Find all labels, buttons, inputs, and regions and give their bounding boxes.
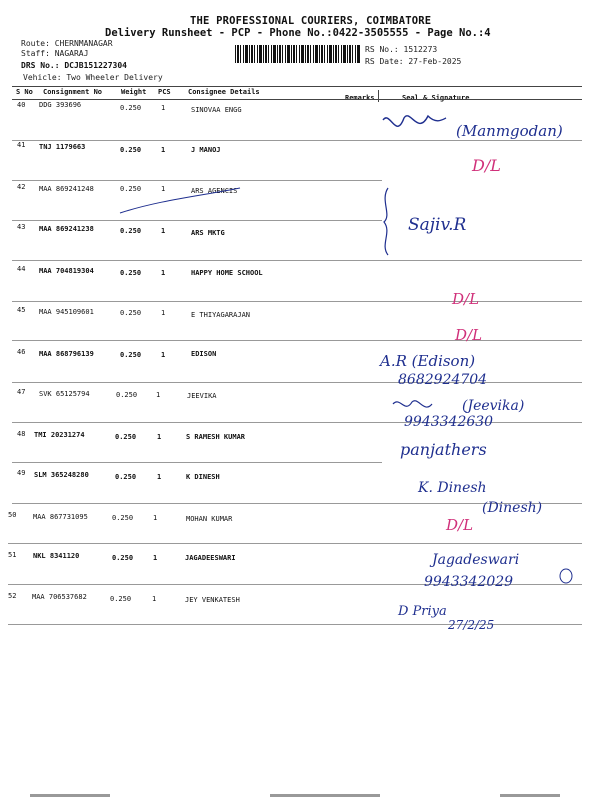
row-sno: 43 [17,223,26,231]
row-weight: 0.250 [115,433,137,441]
row-weight: 0.250 [110,595,132,603]
row-sno: 40 [17,101,26,109]
handwriting-r42-name: Sajiv.R [408,215,467,235]
handwriting-r45-dil: D/L [455,326,483,344]
row-weight: 0.250 [116,391,138,399]
handwriting-r40-name: (Manmgodan) [456,122,563,140]
row-pcs: 1 [157,433,162,441]
row-consignment: MAA 867731095 [33,513,88,521]
drs-number: DRS No.: DCJB151227304 [21,61,127,70]
row-sno: 51 [8,551,17,559]
row-consignee: JEY VENKATESH [185,596,240,604]
handwriting-r48-name: panjathers [400,440,487,459]
row-weight: 0.250 [120,351,142,359]
rs-number: RS No.: 1512273 [365,45,438,54]
row-pcs: 1 [161,351,166,359]
row-consignee: K DINESH [186,473,220,481]
handwriting-r52-name: D Priya [398,604,447,619]
handwriting-r49-name: K. Dinesh [418,480,487,496]
row-sno: 50 [8,511,17,519]
row-consignment: MAA 869241248 [39,185,94,193]
handwriting-r40-dil: D/L [472,156,501,175]
col-seal-signature: Seal & Signature [402,94,470,102]
signature-scribble-40 [383,116,446,127]
row-pcs: 1 [152,595,157,603]
row-consignee: MOHAN KUMAR [186,515,233,523]
row-sno: 48 [17,430,26,438]
row-consignee: ARS MKTG [191,229,225,237]
row-sno: 41 [17,141,26,149]
row-consignee: J MANOJ [191,146,221,154]
row-sno: 49 [17,469,26,477]
initials-mark-51 [560,569,572,583]
row-pcs: 1 [161,185,166,193]
row-consignment: NKL 8341120 [33,552,80,560]
row-consignee: SINOVAA ENGG [191,106,242,114]
row-pcs: 1 [161,309,166,317]
row-consignment: MAA 704819304 [39,267,94,275]
col-sno: S No [16,88,33,96]
route-label: Route: CHERNMANAGAR [21,39,113,48]
row-sno: 45 [17,306,26,314]
row-pcs: 1 [156,391,161,399]
handwriting-r46-name: A.R (Edison) [380,352,476,370]
row-consignee: S RAMESH KUMAR [186,433,246,441]
handwriting-r52-date: 27/2/25 [448,618,495,632]
row-pcs: 1 [153,514,158,522]
handwriting-r46-phone: 8682924704 [398,372,488,388]
row-weight: 0.250 [112,514,134,522]
row-weight: 0.250 [112,554,134,562]
row-weight: 0.250 [120,269,142,277]
brace-42-43 [384,188,388,255]
handwriting-r49-sub: (Dinesh) [482,500,543,516]
col-weight: Weight [121,88,147,96]
strike-line [120,188,240,213]
row-pcs: 1 [161,104,166,112]
row-pcs: 1 [161,227,166,235]
footer-mark [270,794,380,797]
row-weight: 0.250 [115,473,137,481]
rs-date: RS Date: 27-Feb-2025 [365,57,462,66]
row-consignee: JEEVIKA [187,392,217,400]
row-consignment: DDG 393696 [39,101,82,109]
company-name: THE PROFESSIONAL COURIERS, COIMBATORE [190,15,432,27]
row-consignee: EDISON [191,350,217,358]
row-consignee: HAPPY HOME SCHOOL [191,269,263,277]
row-pcs: 1 [153,554,158,562]
handwriting-r44-dil: D/L [452,290,480,308]
col-remarks: Remarks [345,94,375,102]
row-sno: 44 [17,265,26,273]
handwriting-r51-phone: 9943342029 [424,574,514,590]
row-weight: 0.250 [120,227,142,235]
row-pcs: 1 [161,269,166,277]
handwriting-r51-name: Jagadeswari [432,552,520,568]
col-pcs: PCS [158,88,171,96]
row-consignment: MAA 945109601 [39,308,94,316]
vehicle-label: Vehicle: Two Wheeler Delivery [23,73,163,82]
row-weight: 0.250 [120,309,142,317]
row-sno: 52 [8,592,17,600]
row-consignment: MAA 706537682 [32,593,87,601]
row-consignment: TNJ 1179663 [39,143,86,151]
row-consignee: JAGADEESWARI [185,554,236,562]
footer-mark [30,794,110,797]
col-consignee: Consignee Details [188,88,260,96]
col-consignment: Consignment No [43,88,103,96]
row-consignment: TMI 20231274 [34,431,85,439]
runsheet-title: Delivery Runsheet - PCP - Phone No.:0422-3505555 - Page No.:4 [105,27,491,39]
signature-scribble-47 [393,401,432,407]
row-weight: 0.250 [120,146,142,154]
row-consignment: MAA 868796139 [39,350,94,358]
footer-mark [500,794,560,797]
row-sno: 46 [17,348,26,356]
staff-label: Staff: NAGARAJ [21,49,89,58]
handwriting-r47-name: (Jeevika) [462,398,525,414]
handwriting-r50-dil: D/L [446,516,474,534]
row-weight: 0.250 [120,185,142,193]
row-pcs: 1 [157,473,162,481]
row-weight: 0.250 [120,104,142,112]
handwriting-r47-phone: 9943342630 [404,414,494,430]
row-consignment: SLM 365248280 [34,471,89,479]
row-consignee: E THIYAGARAJAN [191,311,251,319]
row-sno: 47 [17,388,26,396]
row-consignment: MAA 869241238 [39,225,94,233]
row-pcs: 1 [161,146,166,154]
row-consignment: SVK 65125794 [39,390,90,398]
row-sno: 42 [17,183,26,191]
row-consignee: ARS AGENCIS [191,187,238,195]
